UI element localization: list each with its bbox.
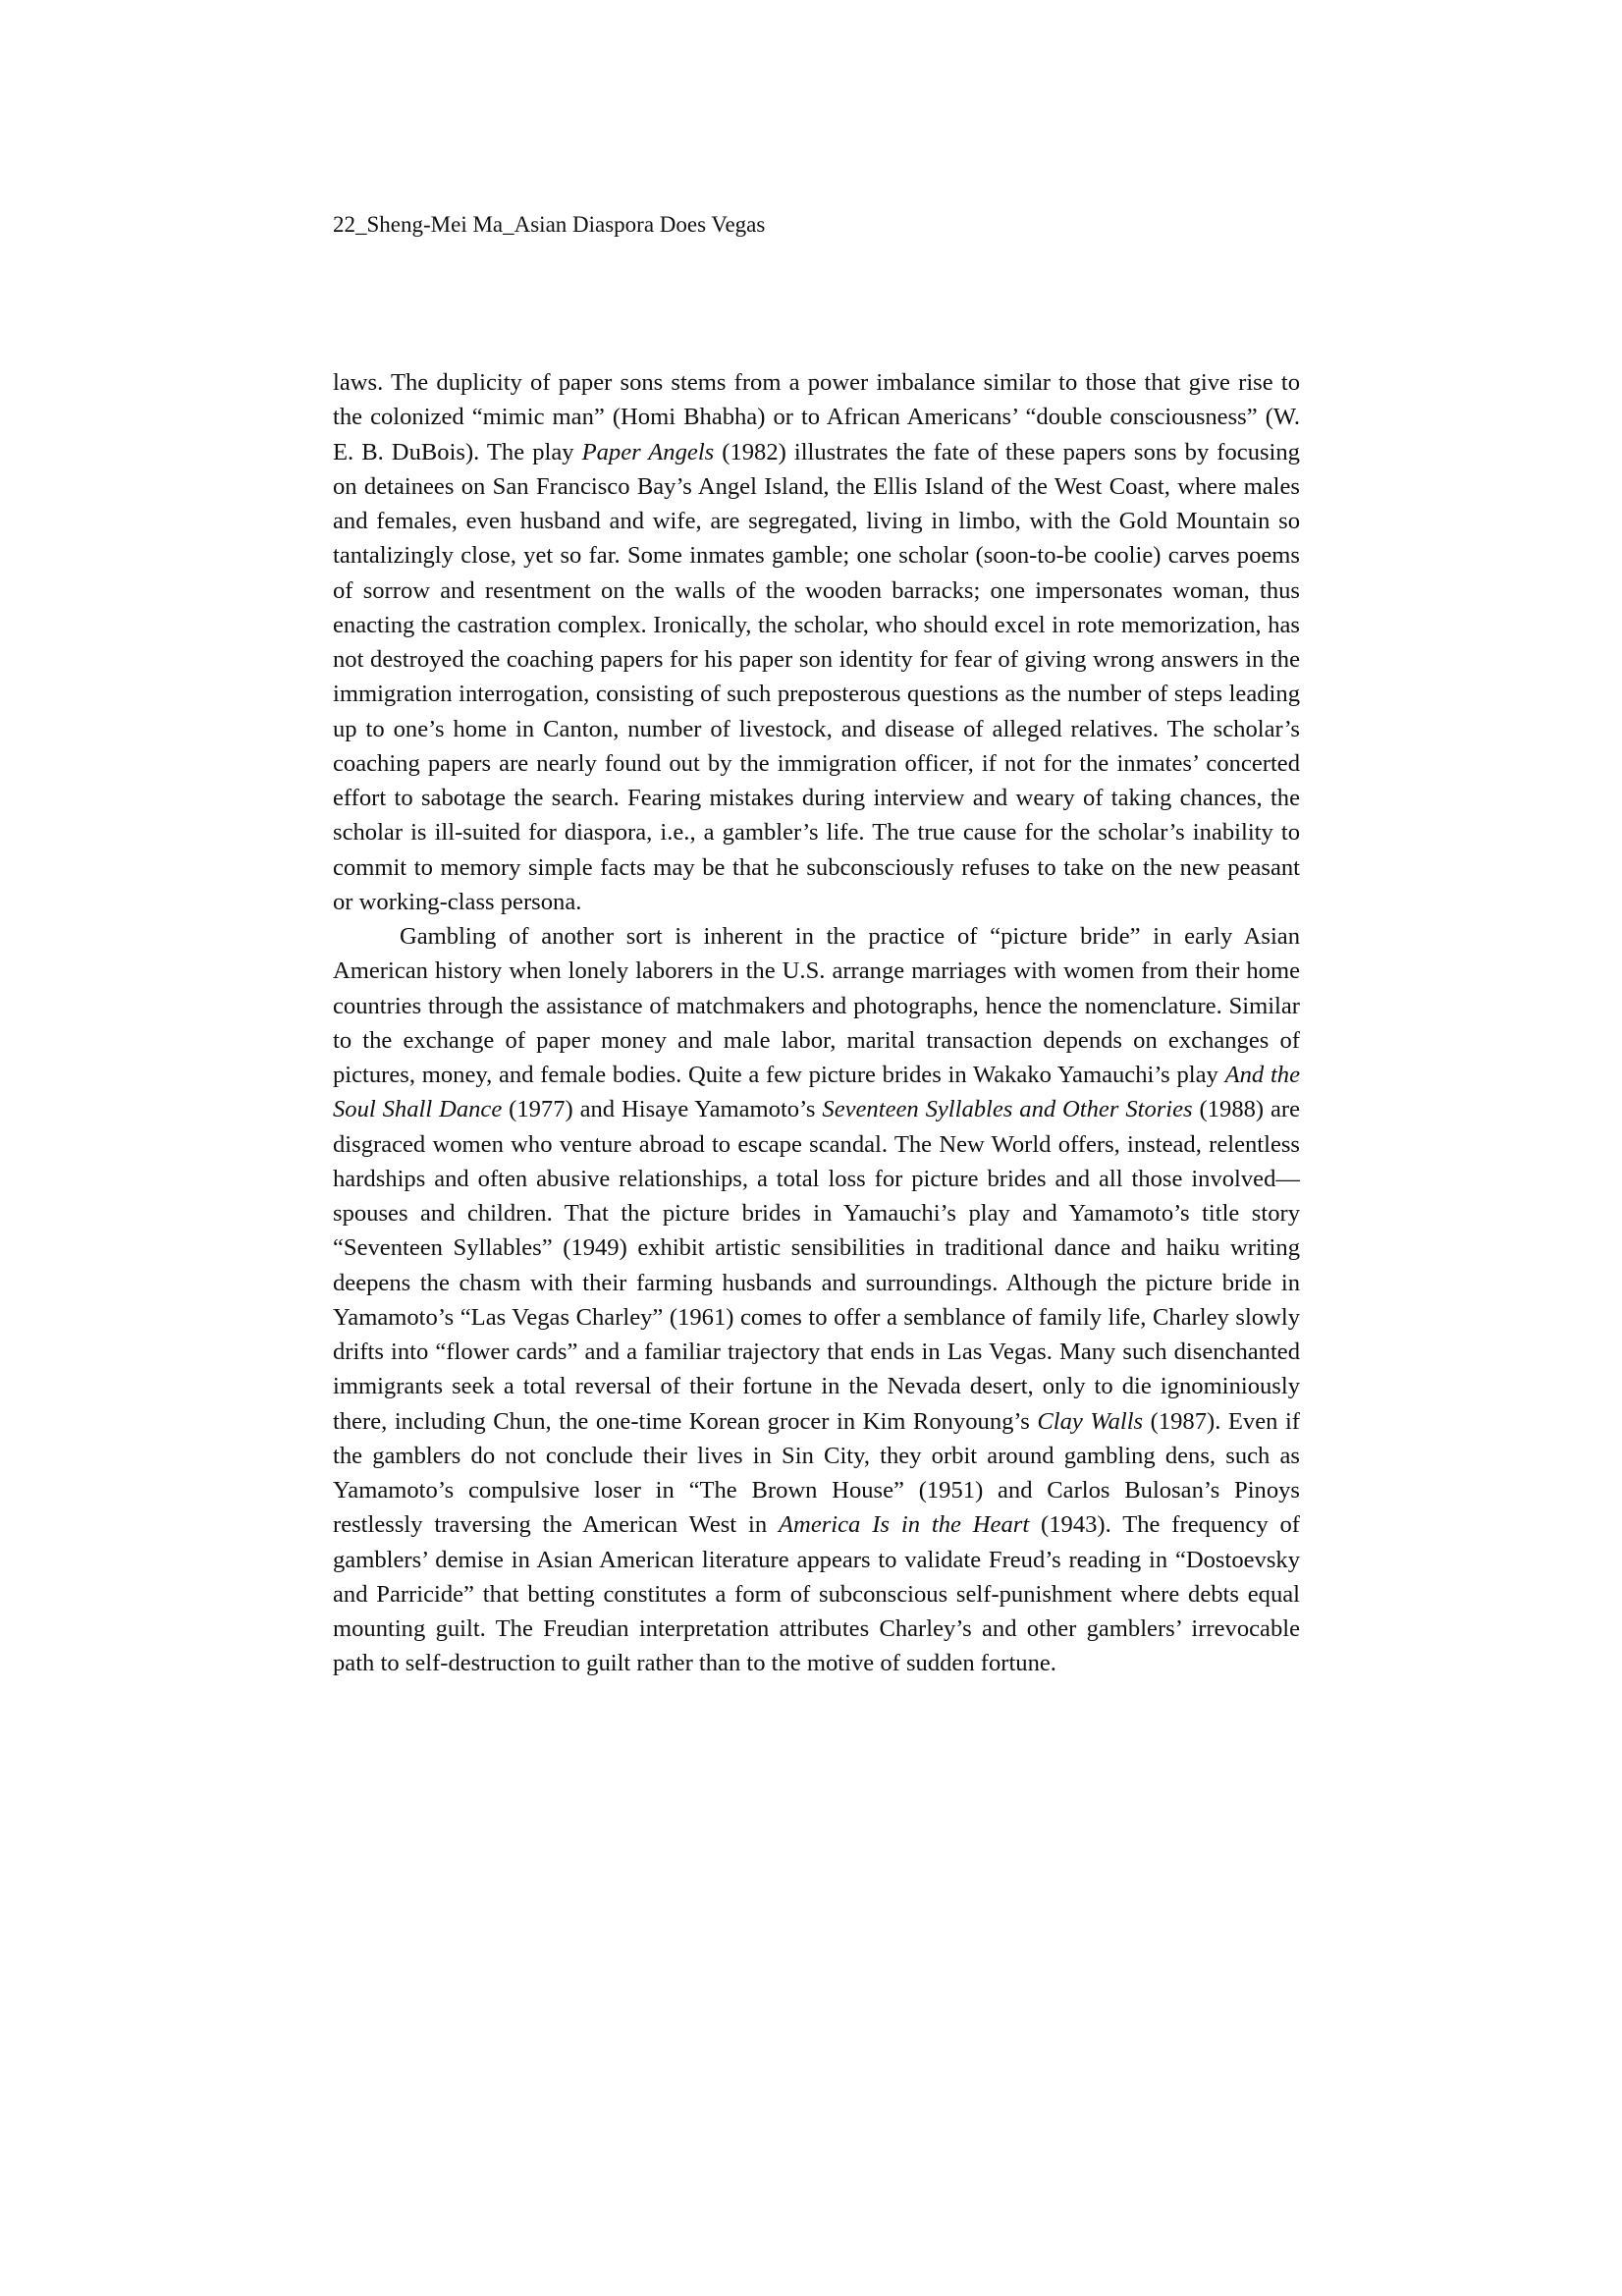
- running-head: 22_Sheng-Mei Ma_Asian Diaspora Does Vegas: [333, 212, 766, 237]
- body-text: [333, 365, 1300, 1681]
- italic-title: Paper Angels: [581, 438, 715, 465]
- italic-title: America Is in the Heart: [779, 1511, 1030, 1539]
- text-run: (1987). Even if the gamblers do not conclude their lives in Sin City, they orbit around gambling dens, such as Yamamoto’s compulsive loser in “The Brown House” (1951) and Carlos Bulosan’s Pinoys restlessly traversing the American West in: [333, 1407, 1300, 1539]
- text-run: (1977) and Hisaye Yamamoto’s: [502, 1096, 823, 1123]
- text-run: Gambling of another sort is inherent in the practice of “picture bride” in early Asian American history when lonely laborers in the U.S. arrange marriages with women from their home countries through the assistance of matchmakers and photographs, hence the nomenclature. Similar to the exchange of paper money and male labor, marital transaction depends on exchanges of pictures, money, and female bodies. Quite a few picture brides in Wakako Yamauchi’s play: [333, 923, 1300, 1088]
- text-run: (1943). The frequency of gamblers’ demise in Asian American literature appears to validate Freud’s reading in “Dostoevsky and Parricide” that betting constitutes a form of subconscious self-punishment where debts equal mounting guilt. The Freudian interpretation attributes Charley’s and other gamblers’ irrevocable path to self-destruction to guilt rather than to the motive of sudden fortune.: [333, 1511, 1300, 1677]
- paragraph-1: [333, 365, 1300, 919]
- italic-title: And the Soul Shall Dance: [333, 1062, 1301, 1123]
- text-run: laws. The duplicity of paper sons stems from a power imbalance similar to those that give rise to the colonized “mimic man” (Homi Bhabha) or to African Americans’ “double consciousness” (W. E. B. DuBois). The play: [333, 369, 1300, 465]
- text-run: (1982) illustrates the fate of these papers sons by focusing on detainees on San Francisco Bay’s Angel Island, the Ellis Island of the West Coast, where males and females, even husband and wife, are segregated, living in limbo, with the Gold Mountain so tantalizingly close, yet so far. Some inmates gamble; one scholar (soon-to-be coolie) carves poems of sorrow and resentment on the walls of the wooden barracks; one impersonates woman, thus enacting the castration complex. Ironically, the scholar, who should excel in rote memorization, has not destroyed the coaching papers for his paper son identity for fear of giving wrong answers in the immigration interrogation, consisting of such preposterous questions as the number of steps leading up to one’s home in Canton, number of livestock, and disease of alleged relatives. The scholar’s coaching papers are nearly found out by the immigration officer, if not for the inmates’ concerted effort to sabotage the search. Fearing mistakes during interview and weary of taking chances, the scholar is ill-suited for diaspora, i.e., a gambler’s life. The true cause for the scholar’s inability to commit to memory simple facts may be that he subconsciously refuses to take on the new peasant or working-class persona.: [333, 438, 1300, 915]
- italic-title: Seventeen Syllables and Other Stories: [822, 1096, 1193, 1123]
- italic-title: Clay Walls: [1037, 1407, 1144, 1435]
- paragraph-2: [333, 919, 1300, 1681]
- text-run: (1988) are disgraced women who venture abroad to escape scandal. The New World offers, instead, relentless hardships and often abusive relationships, a total loss for picture brides and all those involved—spouses and children. That the picture brides in Yamauchi’s play and Yamamoto’s title story “Seventeen Syllables” (1949) exhibit artistic sensibilities in traditional dance and haiku writing deepens the chasm with their farming husbands and surroundings. Although the picture bride in Yamamoto’s “Las Vegas Charley” (1961) comes to offer a semblance of family life, Charley slowly drifts into “flower cards” and a familiar trajectory that ends in Las Vegas. Many such disenchanted immigrants seek a total reversal of their fortune in the Nevada desert, only to die ignominiously there, including Chun, the one-time Korean grocer in Kim Ronyoung’s: [333, 1096, 1301, 1435]
